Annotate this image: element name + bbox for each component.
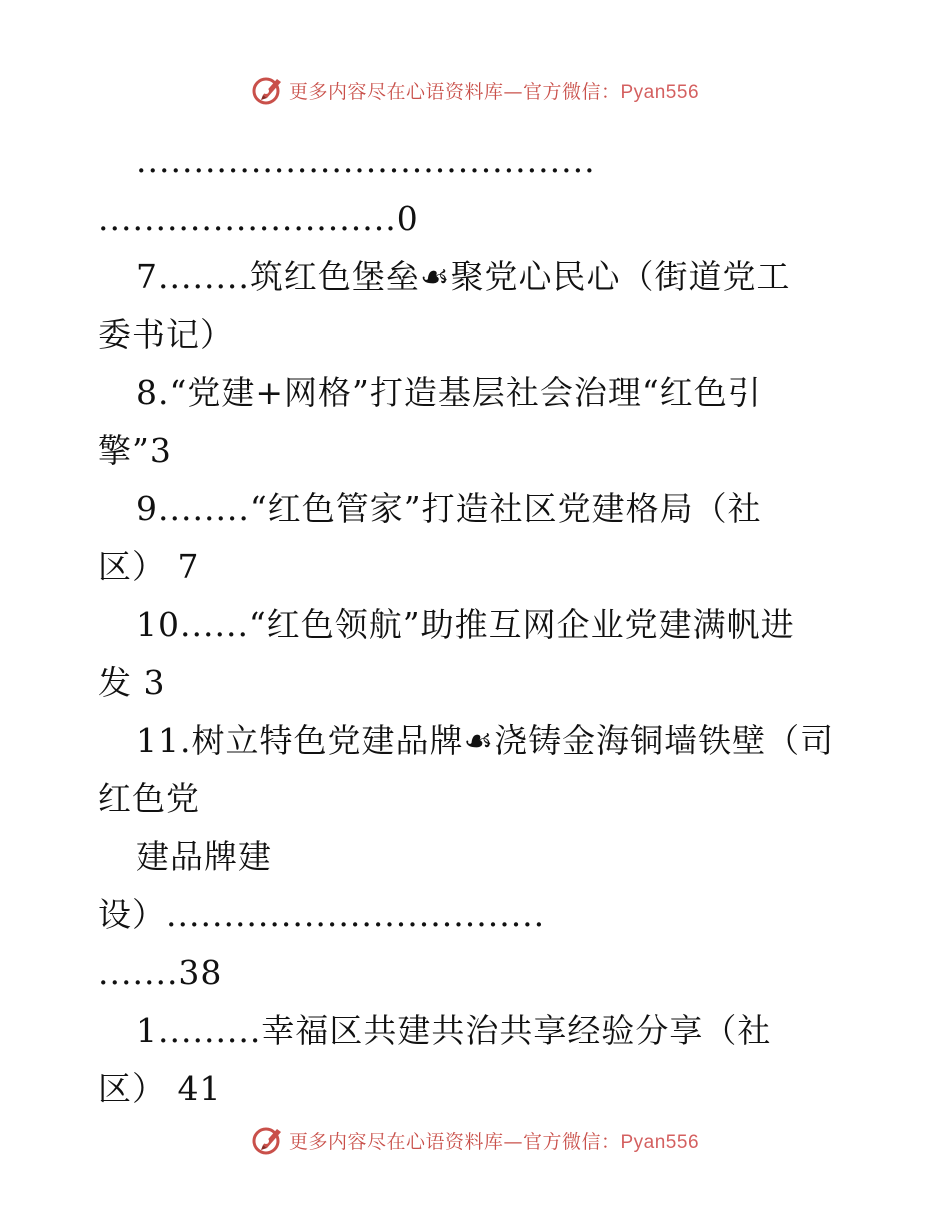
toc-line: 区） 7 bbox=[98, 547, 200, 586]
banner-account: Pyan556 bbox=[620, 1131, 700, 1153]
toc-line: 区） 41 bbox=[98, 1069, 222, 1108]
toc-line: 9........“红色管家”打造社区党建格局（社 bbox=[136, 489, 762, 528]
banner-account: Pyan556 bbox=[620, 81, 700, 103]
banner-slogan: 更多内容尽在心语资料库—官方微信： bbox=[288, 80, 621, 103]
banner-slogan: 更多内容尽在心语资料库—官方微信： bbox=[288, 1130, 621, 1153]
banner-text bbox=[289, 1127, 699, 1154]
toc-line: 建品牌建 bbox=[136, 837, 272, 876]
toc-line: 擎”3 bbox=[98, 431, 172, 470]
toc-line: ........................................ bbox=[136, 141, 596, 180]
toc-line: 委书记） bbox=[98, 315, 234, 354]
toc-line: 设）................................. bbox=[98, 895, 546, 934]
banner-text bbox=[289, 77, 699, 104]
pen-logo-icon bbox=[251, 1123, 285, 1157]
toc-content bbox=[98, 132, 858, 1118]
toc-line: 11.树立特色党建品牌☙浇铸金海铜墙铁壁（司 bbox=[136, 721, 835, 760]
toc-line: 7........筑红色堡垒☙聚党心民心（街道党工 bbox=[136, 257, 791, 296]
toc-line: 红色党 bbox=[98, 779, 200, 818]
toc-line: ..........................0 bbox=[98, 199, 419, 238]
toc-line: 1.........幸福区共建共治共享经验分享（社 bbox=[136, 1011, 772, 1050]
toc-line: 8.“党建+网格”打造基层社会治理“红色引 bbox=[136, 373, 762, 412]
toc-line: 10......“红色领航”助推互网企业党建满帆进 bbox=[136, 605, 795, 644]
footer-banner bbox=[0, 1120, 950, 1160]
toc-line: .......38 bbox=[98, 953, 223, 992]
pen-logo-icon bbox=[251, 73, 285, 107]
toc-line: 发 3 bbox=[98, 663, 166, 702]
header-banner bbox=[0, 70, 950, 110]
